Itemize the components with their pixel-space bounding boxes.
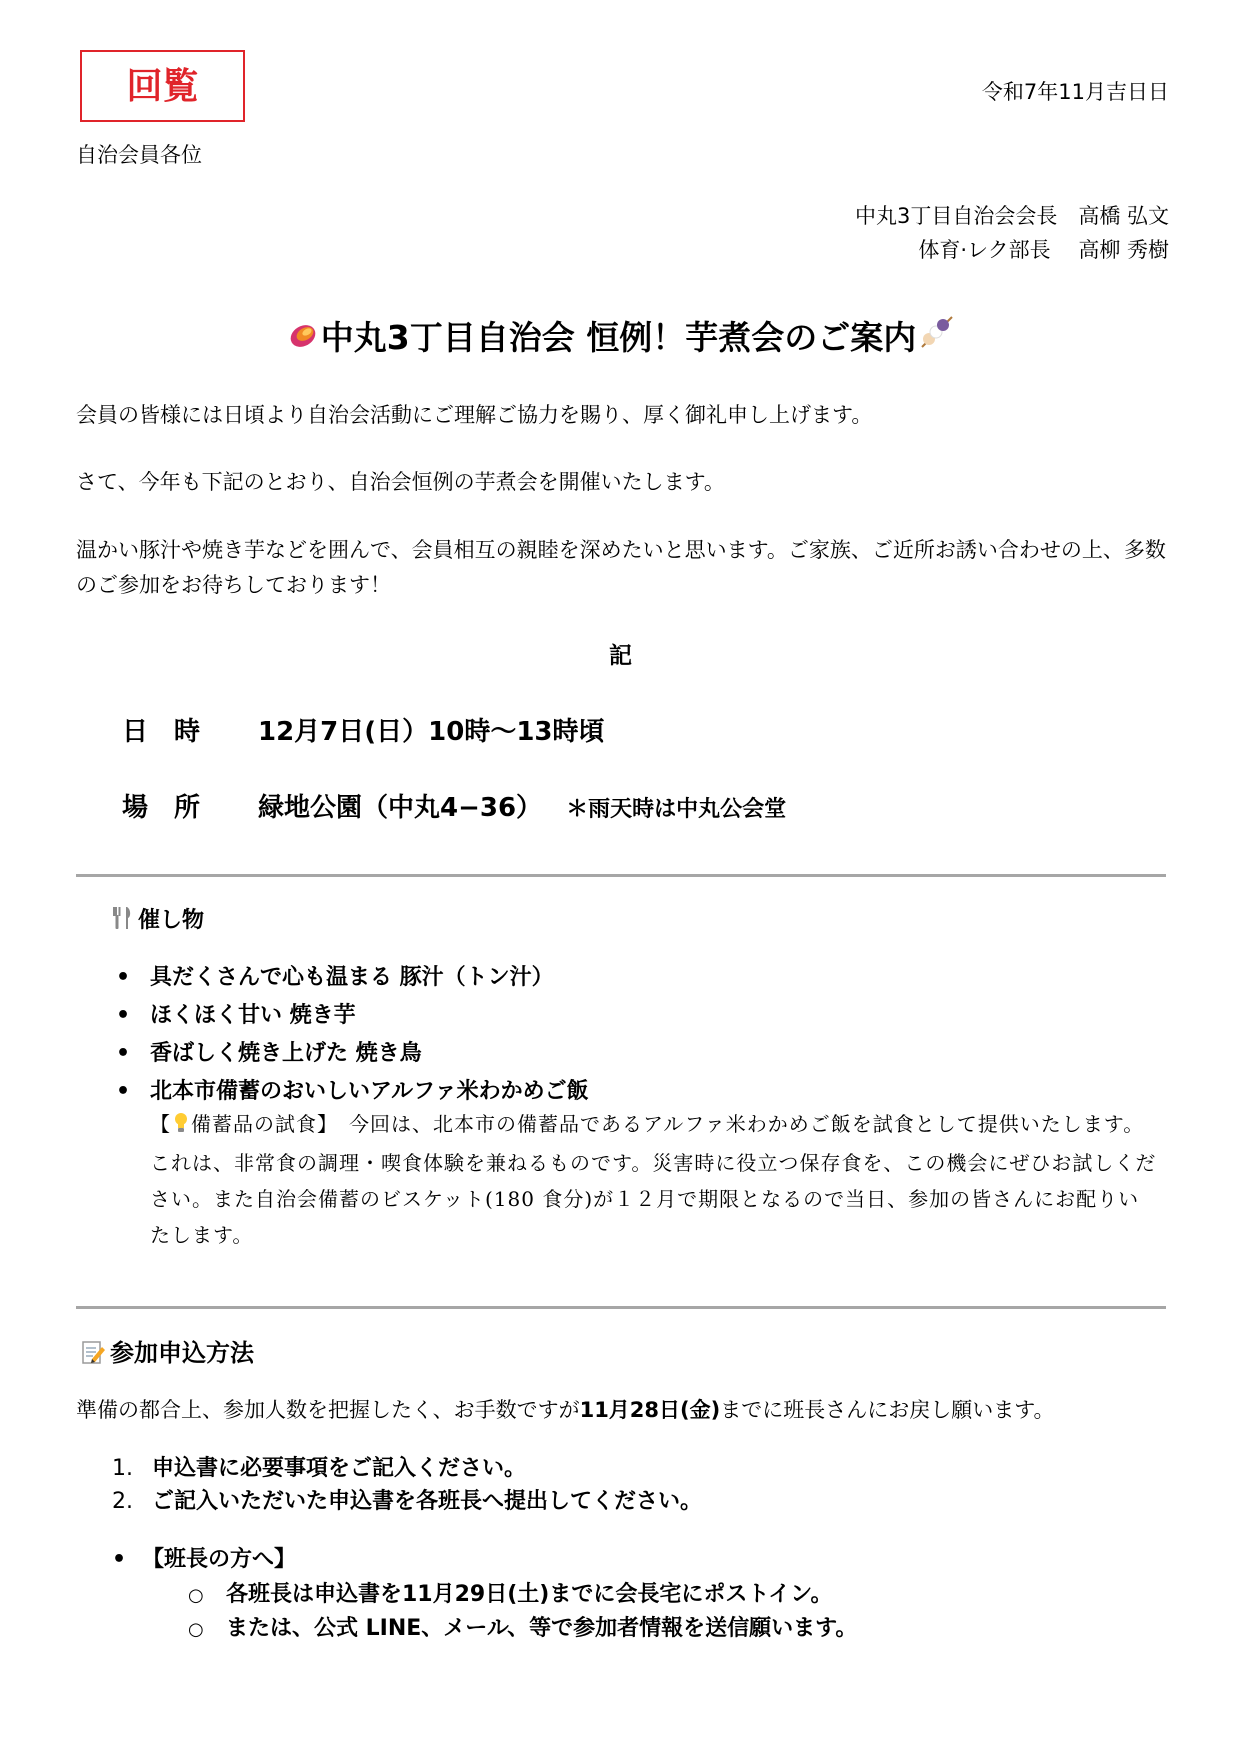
place-value: 緑地公園（中丸4−36） xyxy=(258,793,543,823)
addressee: 自治会員各位 xyxy=(76,143,202,167)
trial-text: 今回は、北本市の備蓄品であるアルファ米わかめご飯を試食として提供いたします。これは、非常食の調理・喫食体験を兼ねるものです。災害時に役立つ保存食を、この機会にぜひお試しください。また自治会備蓄のビスケット(180 食分)が１２月で期限となるので当日、参加の皆さんにお配りいたします。 xyxy=(150,1112,1157,1247)
application-deadline: 11月28日(金) xyxy=(579,1398,721,1422)
leaders-item-text: 各班長は申込書を11月29日(土)までに会長宅にポストイン。 xyxy=(226,1582,833,1607)
fork-knife-icon xyxy=(112,905,134,937)
trial-label: 備蓄品の試食】 xyxy=(191,1112,328,1136)
list-item xyxy=(112,1580,857,1614)
application-heading-text: 参加申込方法 xyxy=(110,1339,254,1367)
datetime-label: 日 時 xyxy=(122,717,201,747)
leaders-heading: 【班長の方へ】 xyxy=(142,1547,297,1572)
light-bulb-icon xyxy=(173,1109,189,1145)
events-list xyxy=(112,963,1172,1115)
announcement-paragraph: さて、今年も下記のとおり、自治会恒例の芋煮会を開催いたします。 xyxy=(76,470,725,494)
leaders-item-text: または、公式 LINE、メール、等で参加者情報を送信願います。 xyxy=(226,1616,858,1641)
step-text: 申込書に必要事項をご記入ください。 xyxy=(152,1456,527,1481)
intro-text: 準備の都合上、参加人数を把握したく、お手数ですが xyxy=(76,1398,580,1422)
list-item xyxy=(112,1454,702,1487)
events-heading-text: 催し物 xyxy=(138,908,205,933)
circle-bullet-icon: ○ xyxy=(188,1585,204,1606)
place-label: 場 所 xyxy=(122,793,201,823)
sender-sports-director: 体育·レク部長 高柳 秀樹 xyxy=(918,238,1169,262)
list-item xyxy=(112,963,1172,1001)
sender-chairman: 中丸3丁目自治会会長 高橋 弘文 xyxy=(854,204,1169,228)
step-number: 2. xyxy=(112,1489,133,1514)
notice-heading: 記 xyxy=(609,643,632,669)
place-value-group xyxy=(258,787,786,824)
rain-note: ＊雨天時は中丸公会堂 xyxy=(566,797,787,822)
step-text: ご記入いただいた申込書を各班長へ提出してください。 xyxy=(152,1489,703,1514)
step-number: 1. xyxy=(112,1456,133,1481)
event-item-text: 具だくさんで心も温まる 豚汁（トン汁） xyxy=(150,965,554,990)
application-intro xyxy=(76,1394,1055,1424)
dango-icon xyxy=(916,313,956,361)
circulation-stamp: 回覧 xyxy=(80,50,245,122)
invitation-paragraph: 温かい豚汁や焼き芋などを囲んで、会員相互の親睦を深めたいと思います。ご家族、ご近所お誘い合わせの上、多数のご参加をお待ちしております！ xyxy=(76,538,1166,597)
bullet-icon: • xyxy=(116,965,131,990)
bullet-icon: • xyxy=(116,1041,131,1066)
list-item xyxy=(112,1001,1172,1039)
leaders-heading-row xyxy=(112,1542,857,1580)
event-item-text: 香ばしく焼き上げた 焼き鳥 xyxy=(150,1041,422,1066)
issue-date: 令和7年11月吉日日 xyxy=(981,80,1169,104)
list-item xyxy=(112,1039,1172,1077)
title-text: 中丸3丁目自治会 恒例！芋煮会のご案内 xyxy=(320,318,917,357)
list-item xyxy=(112,1487,702,1520)
intro-text-after: までに班長さんにお戻し願います。 xyxy=(720,1398,1055,1422)
event-item-text: 北本市備蓄のおいしいアルファ米わかめご飯 xyxy=(150,1079,589,1104)
application-steps xyxy=(112,1454,702,1520)
bullet-icon: • xyxy=(116,1003,131,1028)
trial-open-bracket: 【 xyxy=(150,1112,171,1136)
list-item xyxy=(112,1614,857,1648)
sweet-potato-icon xyxy=(285,317,321,361)
events-heading xyxy=(112,903,204,937)
datetime-value: 12月7日(日）10時～13時頃 xyxy=(258,717,605,747)
divider xyxy=(76,874,1166,877)
application-heading xyxy=(80,1333,254,1371)
circle-bullet-icon: ○ xyxy=(188,1619,204,1640)
greeting-paragraph: 会員の皆様には日頃より自治会活動にご理解ご協力を賜り、厚く御礼申し上げます。 xyxy=(76,403,873,427)
leaders-section xyxy=(112,1542,857,1648)
bullet-icon: • xyxy=(112,1547,127,1572)
bullet-icon: • xyxy=(116,1079,131,1104)
divider xyxy=(76,1306,1166,1309)
trial-description xyxy=(150,1106,1160,1253)
document-title xyxy=(0,312,1241,361)
event-item-text: ほくほく甘い 焼き芋 xyxy=(150,1003,356,1028)
memo-icon xyxy=(80,1339,106,1371)
